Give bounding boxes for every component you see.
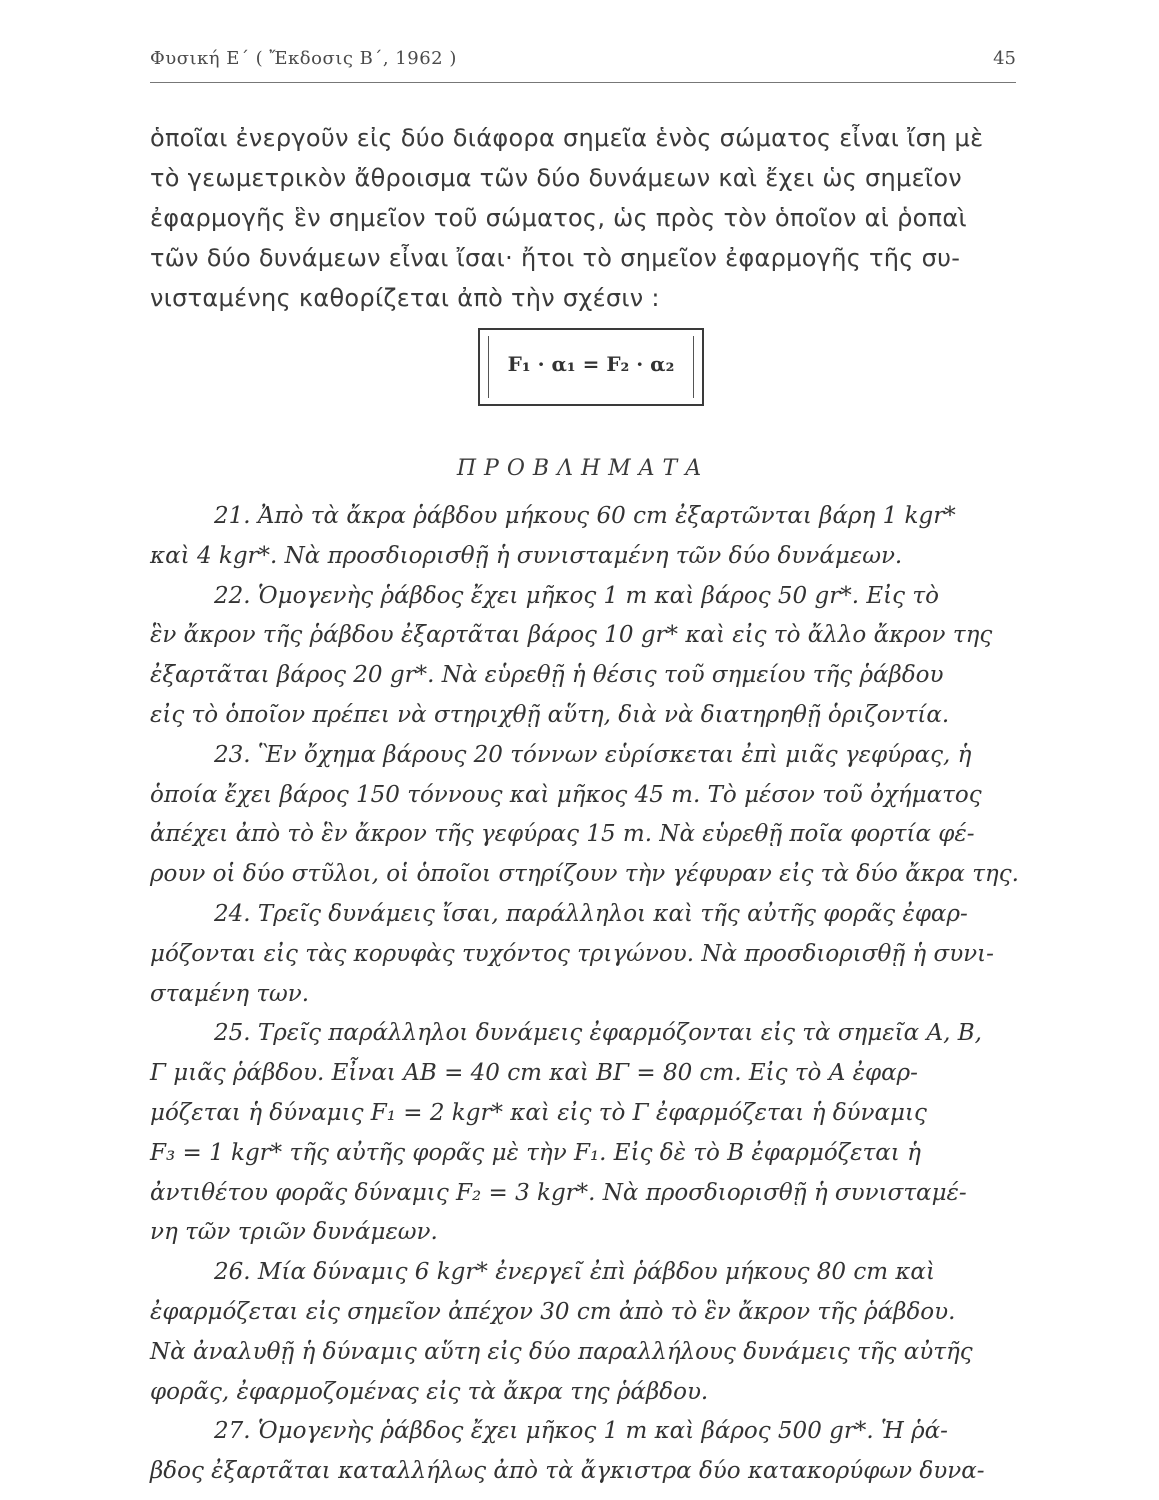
problems-heading: ΠΡΟΒΛΗΜΑΤΑ	[456, 456, 710, 481]
page-header	[150, 44, 1016, 80]
intro-line: νισταμένης καθορίζεται ἀπὸ τὴν σχέσιν :	[150, 284, 660, 312]
header-rule	[150, 82, 1016, 83]
problem-25-line: μόζεται ἡ δύναμις F₁ = 2 kgr* καὶ εἰς τὸ Γ ἐφαρμόζεται ἡ δύναμις	[150, 1099, 927, 1126]
problem-22-line: ἐξαρτᾶται βάρος 20 gr*. Νὰ εὑρεθῇ ἡ θέσις τοῦ σημείου τῆς ῥάβδου	[150, 662, 944, 689]
problem-22-line: 22. Ὁμογενὴς ῥάβδος ἔχει μῆκος 1 m καὶ βάρος 50 gr*. Εἰς τὸ	[214, 582, 939, 609]
intro-paragraph	[150, 118, 1016, 318]
page-number: 45	[993, 48, 1016, 69]
problem-27-line: 27. Ὁμογενὴς ῥάβδος ἔχει μῆκος 1 m καὶ βάρος 500 gr*. Ἡ ῥά-	[214, 1418, 948, 1445]
problem-23-line: 23. Ἓν ὄχημα βάρους 20 τόννων εὑρίσκεται ἐπὶ μιᾶς γεφύρας, ἡ	[214, 741, 972, 768]
problems-list	[150, 497, 1019, 1492]
problem-26-line: 26. Μία δύναμις 6 kgr* ἐνεργεῖ ἐπὶ ῥάβδου μήκους 80 cm καὶ	[214, 1259, 935, 1286]
intro-line: τῶν δύο δυνάμεων εἶναι ἴσαι· ἤτοι τὸ σημεῖον ἐφαρμογῆς τῆς συ-	[150, 244, 961, 272]
problem-27-line: βδος ἐξαρτᾶται καταλλήλως ἀπὸ τὰ ἄγκιστρα δύο κατακορύφων δυνα-	[150, 1458, 985, 1485]
problem-23-line: ἀπέχει ἀπὸ τὸ ἓν ἄκρον τῆς γεφύρας 15 m. Νὰ εὑρεθῇ ποῖα φορτία φέ-	[150, 821, 975, 848]
formula-box	[478, 328, 704, 406]
problem-22-line: εἰς τὸ ὁποῖον πρέπει νὰ στηριχθῇ αὕτη, διὰ νὰ διατηρηθῇ ὁριζοντία.	[150, 701, 950, 728]
problem-23-line: ὁποία ἔχει βάρος 150 τόννους καὶ μῆκος 45 m. Τὸ μέσον τοῦ ὀχήματος	[150, 781, 982, 808]
running-title: Φυσική Ε΄ ( Ἔκδοσις Β΄, 1962 )	[150, 48, 457, 69]
problem-22-line: ἓν ἄκρον τῆς ῥάβδου ἐξαρτᾶται βάρος 10 gr* καὶ εἰς τὸ ἄλλο ἄκρον της	[150, 622, 993, 649]
moment-formula: F₁ · α₁ = F₂ · α₂	[507, 352, 675, 376]
problem-21-line: 21. Ἀπὸ τὰ ἄκρα ῥάβδου μήκους 60 cm ἐξαρτῶνται βάρη 1 kgr*	[214, 503, 956, 529]
intro-line: ὁποῖαι ἐνεργοῦν εἰς δύο διάφορα σημεῖα ἑνὸς σώματος εἶναι ἴση μὲ	[150, 124, 984, 152]
problem-23-line: ρουν οἱ δύο στῦλοι, οἱ ὁποῖοι στηρίζουν τὴν γέφυραν εἰς τὰ δύο ἄκρα της.	[150, 861, 1019, 888]
intro-line: ἐφαρμογῆς ἓν σημεῖον τοῦ σώματος, ὡς πρὸς τὸν ὁποῖον αἱ ῥοπαὶ	[150, 204, 967, 232]
problem-25-line: 25. Τρεῖς παράλληλοι δυνάμεις ἐφαρμόζονται εἰς τὰ σημεῖα Α, Β,	[214, 1020, 982, 1047]
problem-25-line: Γ μιᾶς ῥάβδου. Εἶναι ΑΒ = 40 cm καὶ ΒΓ = 80 cm. Εἰς τὸ Α ἐφαρ-	[150, 1060, 918, 1087]
problem-21-line: καὶ 4 kgr*. Νὰ προσδιορισθῇ ἡ συνισταμένη τῶν δύο δυνάμεων.	[150, 542, 903, 569]
intro-line: τὸ γεωμετρικὸν ἄθροισμα τῶν δύο δυνάμεων καὶ ἔχει ὡς σημεῖον	[150, 164, 963, 192]
problem-25-line: νη τῶν τριῶν δυνάμεων.	[150, 1219, 438, 1246]
problem-26-line: Νὰ ἀναλυθῇ ἡ δύναμις αὕτη εἰς δύο παραλλήλους δυνάμεις τῆς αὐτῆς	[150, 1338, 973, 1365]
problem-25-line: ἀντιθέτου φορᾶς δύναμις F₂ = 3 kgr*. Νὰ προσδιορισθῇ ἡ συνισταμέ-	[150, 1179, 967, 1206]
problem-26-line: ἐφαρμόζεται εἰς σημεῖον ἀπέχον 30 cm ἀπὸ τὸ ἓν ἄκρον τῆς ῥάβδου.	[150, 1298, 956, 1325]
problem-24-line: 24. Τρεῖς δυνάμεις ἴσαι, παράλληλοι καὶ τῆς αὐτῆς φορᾶς ἐφαρ-	[214, 900, 968, 927]
problem-26-line: φορᾶς, ἐφαρμοζομένας εἰς τὰ ἄκρα της ῥάβδου.	[150, 1378, 709, 1405]
problem-24-line: σταμένη των.	[150, 980, 310, 1007]
problem-24-line: μόζονται εἰς τὰς κορυφὰς τυχόντος τριγώνου. Νὰ προσδιορισθῇ ἡ συνι-	[150, 940, 994, 967]
problem-25-line: F₃ = 1 kgr* τῆς αὐτῆς φορᾶς μὲ τὴν F₁. Εἰς δὲ τὸ Β ἐφαρμόζεται ἡ	[150, 1139, 921, 1166]
